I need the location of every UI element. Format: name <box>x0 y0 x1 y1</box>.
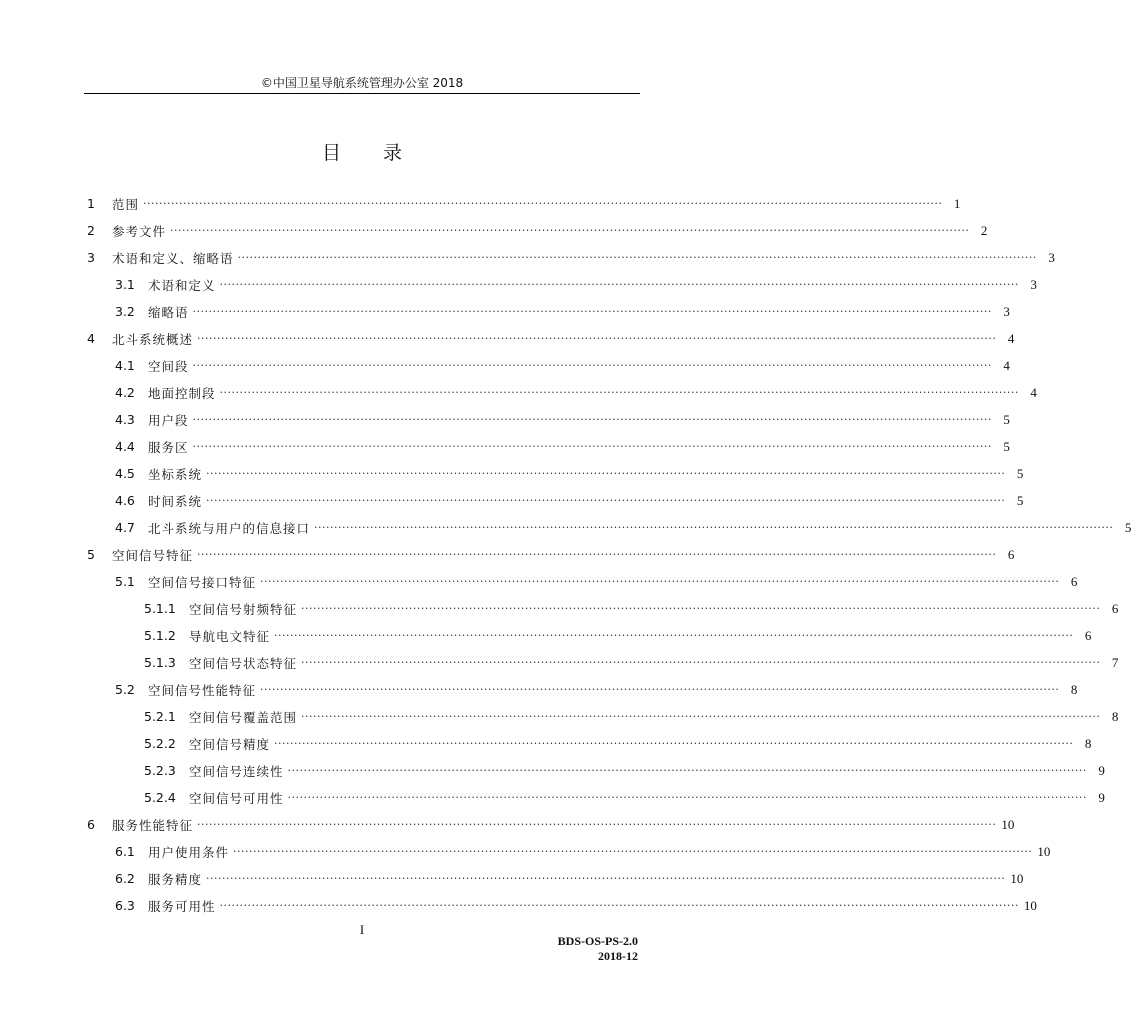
toc-entry-title: 服务可用性 <box>148 898 216 914</box>
toc-entry[interactable] <box>84 811 1015 838</box>
toc-entry-page: 7 <box>1111 654 1119 670</box>
toc-entry[interactable] <box>84 244 1055 271</box>
page-title: 目 录 <box>321 142 421 164</box>
toc-entry-page: 6 <box>1070 573 1078 589</box>
toc-entry-page: 2 <box>980 222 988 238</box>
toc-entry-number: 4.3 <box>115 412 135 427</box>
toc-dot-leader: ········································································································································································································ <box>287 764 1087 777</box>
toc-dot-leader: ········································································································································································································ <box>192 305 992 318</box>
toc-entry-title: 时间系统 <box>148 493 203 509</box>
toc-entry[interactable] <box>84 460 1024 487</box>
toc-dot-leader: ········································································································································································································ <box>192 359 992 372</box>
toc-dot-leader: ········································································································································································································ <box>301 602 1101 615</box>
toc-entry[interactable] <box>84 676 1078 703</box>
toc-entry[interactable] <box>84 325 1015 352</box>
toc-entry[interactable] <box>84 487 1024 514</box>
toc-entry-title: 服务区 <box>148 439 189 455</box>
toc-entry-number: 4.2 <box>115 385 135 400</box>
toc-dot-leader: ········································································································································································································ <box>197 332 997 345</box>
toc-entry-number: 3.2 <box>115 304 135 319</box>
toc-dot-leader: ········································································································································································································ <box>197 548 997 561</box>
toc-dot-leader: ········································································································································································································ <box>237 251 1037 264</box>
toc-entry-title: 术语和定义 <box>148 277 216 293</box>
toc-entry-page: 5 <box>1016 492 1024 508</box>
toc-dot-leader: ········································································································································································································ <box>219 386 1019 399</box>
toc-entry-page: 1 <box>953 195 961 211</box>
toc-entry-page: 3 <box>1003 303 1010 319</box>
toc-entry[interactable] <box>84 217 988 244</box>
toc-entry-page: 4 <box>1007 330 1015 346</box>
toc-dot-leader: ········································································································································································································ <box>206 872 1006 885</box>
toc-entry-page: 5 <box>1016 465 1024 481</box>
toc-entry-number: 3 <box>87 250 95 265</box>
toc-entry-title: 空间信号射频特征 <box>189 601 298 617</box>
table-of-contents <box>84 190 1131 919</box>
toc-dot-leader: ········································································································································································································ <box>219 278 1019 291</box>
running-header: ©中国卫星导航系统管理办公室 2018 <box>260 76 464 90</box>
toc-entry-number: 5.2.3 <box>144 763 176 778</box>
toc-entry-page: 9 <box>1098 762 1105 778</box>
toc-dot-leader: ········································································································································································································ <box>274 737 1074 750</box>
toc-dot-leader: ········································································································································································································ <box>206 494 1006 507</box>
toc-entry[interactable] <box>84 784 1105 811</box>
toc-entry-number: 1 <box>87 196 95 211</box>
toc-entry-page: 3 <box>1048 249 1055 265</box>
toc-entry-page: 10 <box>1001 816 1015 832</box>
toc-entry-number: 5.1.1 <box>144 601 176 616</box>
toc-entry-title: 空间信号状态特征 <box>189 655 298 671</box>
toc-entry[interactable] <box>84 541 1015 568</box>
toc-entry-number: 5.1 <box>115 574 135 589</box>
toc-entry[interactable] <box>84 757 1105 784</box>
toc-entry-number: 4.6 <box>115 493 135 508</box>
toc-dot-leader: ········································································································································································································ <box>301 710 1101 723</box>
toc-entry-title: 用户段 <box>148 412 189 428</box>
toc-dot-leader: ········································································································································································································ <box>274 629 1074 642</box>
toc-entry-number: 6.3 <box>115 898 135 913</box>
toc-entry-number: 6 <box>87 817 95 832</box>
toc-entry-page: 6 <box>1111 600 1119 616</box>
toc-entry-title: 空间信号接口特征 <box>148 574 257 590</box>
toc-dot-leader: ········································································································································································································ <box>260 683 1060 696</box>
toc-entry-number: 5.2.4 <box>144 790 176 805</box>
toc-entry-page: 8 <box>1070 681 1078 697</box>
toc-entry-page: 6 <box>1084 627 1092 643</box>
toc-entry[interactable] <box>84 433 1010 460</box>
toc-entry-page: 3 <box>1030 276 1037 292</box>
toc-entry-number: 4.4 <box>115 439 135 454</box>
toc-dot-leader: ········································································································································································································ <box>287 791 1087 804</box>
toc-entry-title: 服务性能特征 <box>112 817 194 833</box>
toc-entry[interactable] <box>84 352 1010 379</box>
toc-entry-title: 地面控制段 <box>148 385 216 401</box>
toc-entry-page: 9 <box>1098 789 1105 805</box>
toc-entry-page: 6 <box>1007 546 1015 562</box>
toc-entry-number: 5 <box>87 547 95 562</box>
toc-entry-title: 空间段 <box>148 358 189 374</box>
toc-entry-number: 5.1.2 <box>144 628 176 643</box>
toc-entry[interactable] <box>84 514 1131 541</box>
toc-entry-title: 空间信号精度 <box>189 736 271 752</box>
toc-entry-title: 缩略语 <box>148 304 189 320</box>
toc-entry-number: 2 <box>87 223 95 238</box>
toc-entry-number: 4.5 <box>115 466 135 481</box>
document-date: 2018-12 <box>598 949 638 963</box>
toc-entry-number: 6.1 <box>115 844 135 859</box>
toc-entry-number: 5.1.3 <box>144 655 176 670</box>
toc-dot-leader: ········································································································································································································ <box>206 467 1006 480</box>
toc-entry-title: 用户使用条件 <box>148 844 230 860</box>
toc-entry[interactable] <box>84 379 1037 406</box>
toc-entry[interactable] <box>84 865 1024 892</box>
toc-entry[interactable] <box>84 190 961 217</box>
toc-entry-number: 3.1 <box>115 277 135 292</box>
toc-entry-title: 北斗系统概述 <box>112 331 194 347</box>
toc-entry[interactable] <box>84 649 1119 676</box>
toc-entry-title: 范围 <box>112 196 140 212</box>
page-number: I <box>359 922 365 937</box>
toc-entry-title: 北斗系统与用户的信息接口 <box>148 520 311 536</box>
toc-entry-title: 坐标系统 <box>148 466 203 482</box>
document-code: BDS-OS-PS-2.0 <box>557 934 638 948</box>
toc-entry-title: 空间信号性能特征 <box>148 682 257 698</box>
toc-entry-page: 4 <box>1030 384 1037 400</box>
toc-dot-leader: ········································································································································································································ <box>192 413 992 426</box>
toc-entry[interactable] <box>84 595 1119 622</box>
toc-entry-page: 4 <box>1003 357 1010 373</box>
toc-dot-leader: ········································································································································································································ <box>192 440 992 453</box>
toc-entry-number: 6.2 <box>115 871 135 886</box>
toc-entry-page: 10 <box>1023 897 1037 913</box>
toc-entry[interactable] <box>84 838 1051 865</box>
toc-entry-page: 5 <box>1003 411 1010 427</box>
toc-entry-number: 4 <box>87 331 95 346</box>
toc-entry-title: 服务精度 <box>148 871 203 887</box>
toc-dot-leader: ········································································································································································································ <box>219 899 1019 912</box>
toc-entry-title: 术语和定义、缩略语 <box>112 250 234 266</box>
toc-entry-page: 5 <box>1003 438 1010 454</box>
toc-entry-page: 8 <box>1111 708 1119 724</box>
toc-entry-title: 空间信号特征 <box>112 547 194 563</box>
toc-dot-leader: ········································································································································································································ <box>170 224 970 237</box>
toc-entry-title: 参考文件 <box>112 223 167 239</box>
toc-entry-number: 4.7 <box>115 520 135 535</box>
toc-entry-number: 5.2 <box>115 682 135 697</box>
toc-dot-leader: ········································································································································································································ <box>260 575 1060 588</box>
toc-dot-leader: ········································································································································································································ <box>233 845 1033 858</box>
toc-entry-number: 5.2.2 <box>144 736 176 751</box>
toc-entry-page: 5 <box>1124 519 1131 535</box>
toc-entry-number: 4.1 <box>115 358 135 373</box>
toc-entry[interactable] <box>84 730 1092 757</box>
toc-entry-page: 10 <box>1037 843 1051 859</box>
toc-dot-leader: ········································································································································································································ <box>197 818 997 831</box>
toc-entry-title: 空间信号连续性 <box>189 763 284 779</box>
toc-entry[interactable] <box>84 568 1078 595</box>
toc-entry[interactable] <box>84 622 1092 649</box>
toc-entry[interactable] <box>84 271 1037 298</box>
toc-entry-page: 10 <box>1010 870 1024 886</box>
toc-entry-page: 8 <box>1084 735 1092 751</box>
toc-entry[interactable] <box>84 298 1010 325</box>
toc-dot-leader: ········································································································································································································ <box>143 197 943 210</box>
toc-entry[interactable] <box>84 406 1010 433</box>
document-code-block <box>558 934 638 964</box>
toc-entry-title: 空间信号可用性 <box>189 790 284 806</box>
toc-dot-leader: ········································································································································································································ <box>314 521 1114 534</box>
toc-entry-number: 5.2.1 <box>144 709 176 724</box>
toc-entry[interactable] <box>84 892 1037 919</box>
toc-dot-leader: ········································································································································································································ <box>301 656 1101 669</box>
toc-entry-title: 空间信号覆盖范围 <box>189 709 298 725</box>
toc-entry[interactable] <box>84 703 1119 730</box>
toc-entry-title: 导航电文特征 <box>189 628 271 644</box>
header-rule <box>84 93 640 94</box>
